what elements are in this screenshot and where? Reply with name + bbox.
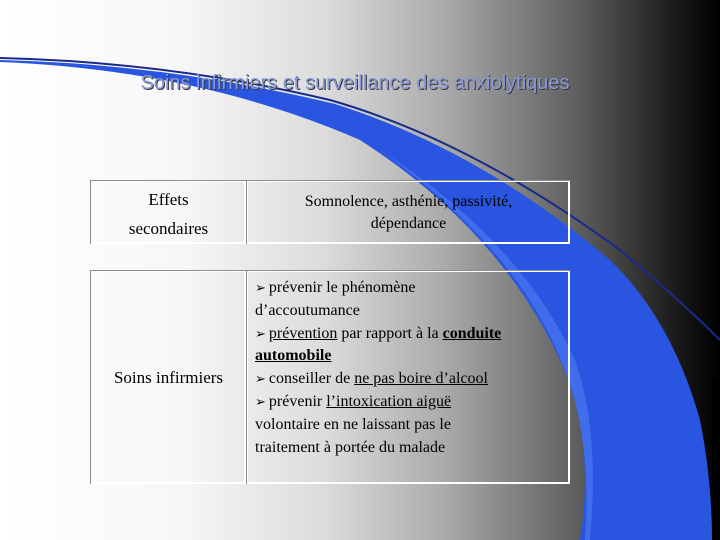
bullet-4-emphasis: l’intoxication aiguë	[326, 392, 452, 410]
bullet-3-emphasis: ne pas boire d’alcool	[354, 370, 488, 388]
row1-value-line-1: Somnolence, asthénie, passivité,	[304, 192, 513, 210]
bullet-2-middle: par rapport à la	[337, 324, 443, 342]
arrow-right-bullet-icon: ➢	[255, 393, 266, 409]
bullet-4-prefix: prévenir	[268, 392, 327, 410]
row1-label-cell	[90, 180, 246, 244]
arrow-right-bullet-icon: ➢	[255, 325, 266, 341]
row1-value-cell	[246, 180, 570, 244]
row2-label: Soins infirmiers	[113, 367, 224, 387]
slide-title: Soins infirmiers et surveillance des anxiolytiques	[140, 72, 570, 94]
row2-label-cell	[90, 270, 246, 484]
bullet-2	[255, 323, 564, 369]
row1-value-line-2: dépendance	[370, 214, 447, 232]
arrow-right-bullet-icon: ➢	[255, 280, 266, 295]
bullet-1	[255, 277, 564, 323]
row1-label-line-1: Effets	[148, 189, 189, 209]
bullet-1-line-1: prévenir le phénomène	[268, 279, 416, 296]
bullet-1-line-2: d’accoutumance	[255, 301, 360, 319]
bullet-4	[255, 391, 564, 459]
arrow-right-bullet-icon: ➢	[255, 371, 266, 387]
bullet-4-line-3: traitement à portée du malade	[255, 438, 446, 456]
bullet-2-prefix: prévention	[268, 324, 338, 342]
bullet-3	[255, 368, 564, 391]
bullet-4-line-2: volontaire en ne laissant pas le	[255, 415, 451, 433]
bullet-3-prefix: conseiller de	[268, 370, 355, 388]
row2-value-cell	[246, 270, 570, 484]
bullet-2-emphasis-2: automobile	[255, 347, 332, 365]
bullet-2-emphasis-1: conduite	[442, 324, 502, 342]
row1-label-line-2: secondaires	[128, 218, 209, 238]
